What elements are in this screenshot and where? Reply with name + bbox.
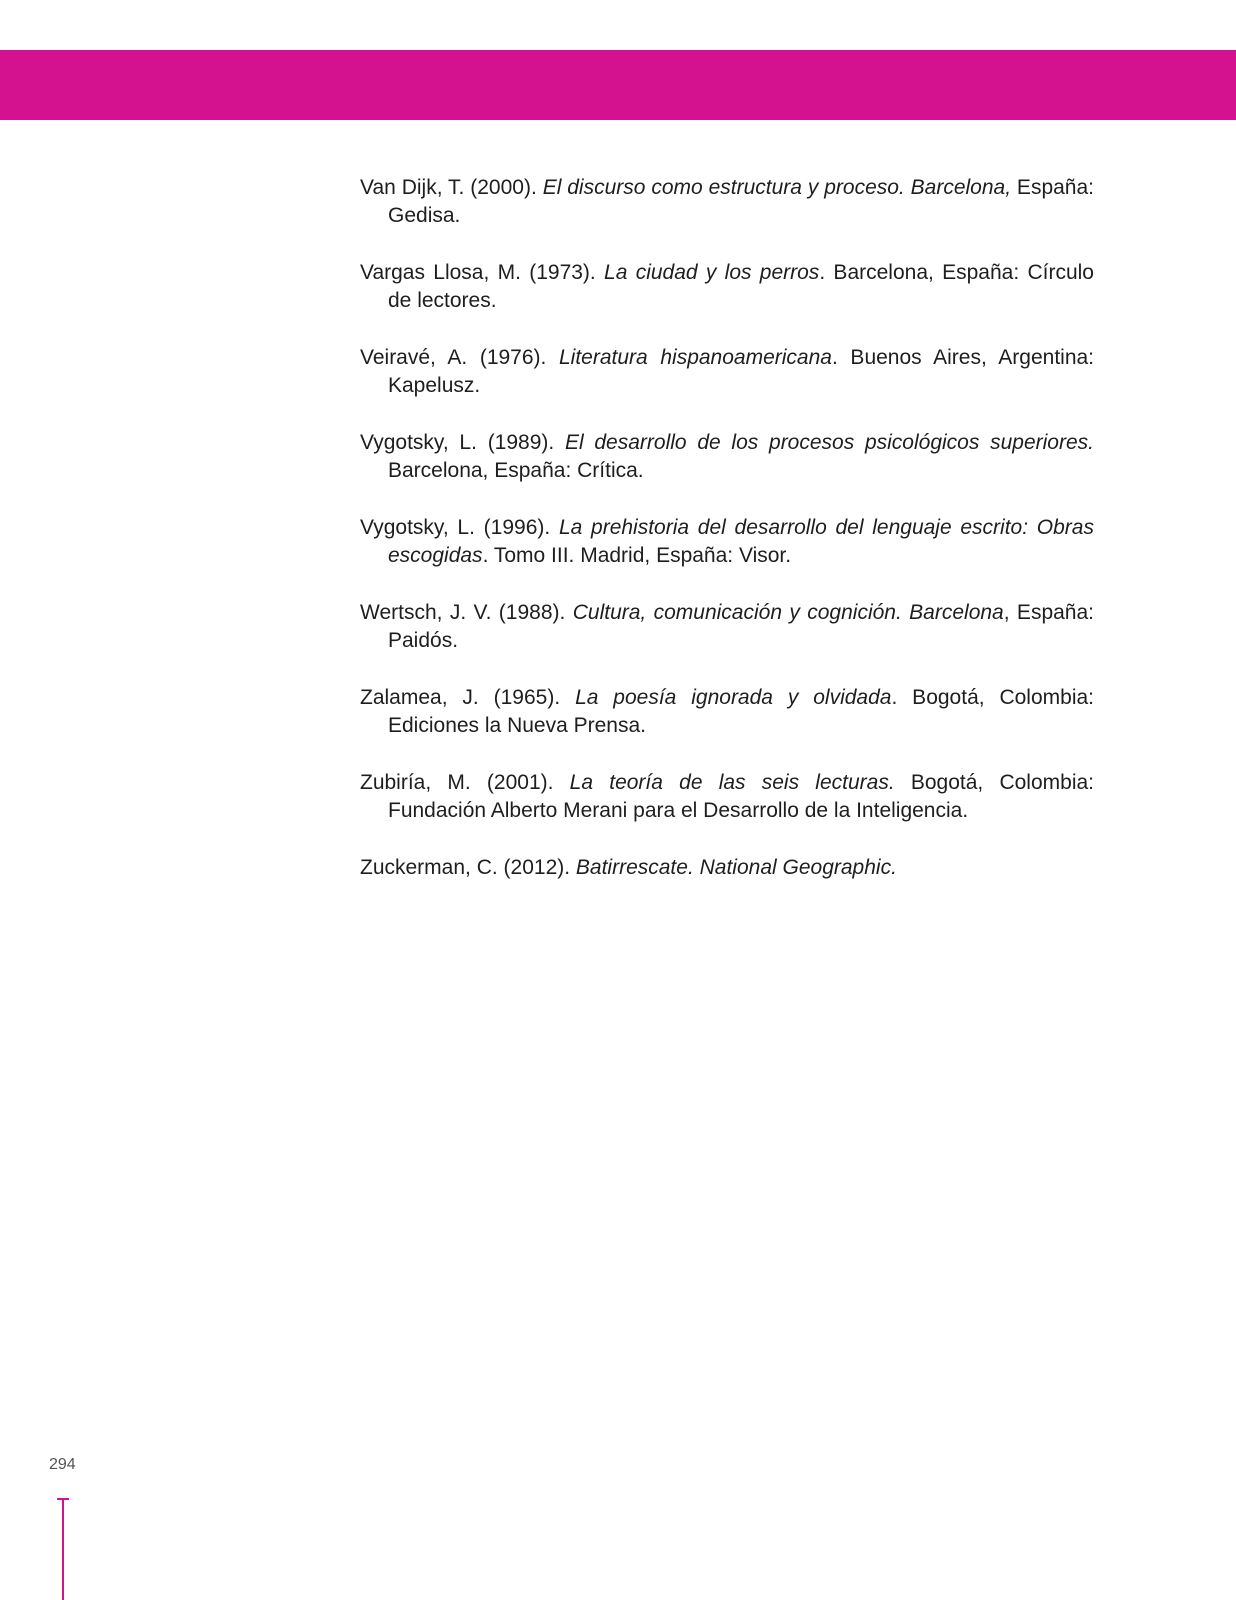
reference-list bbox=[360, 174, 1094, 882]
reference-publisher: . Tomo III. Madrid, España: Visor. bbox=[482, 544, 792, 567]
reference-entry bbox=[360, 429, 1094, 485]
reference-author-year: Veiravé, A. (1976). bbox=[360, 346, 559, 369]
reference-publisher: Bogotá, Colombia: Fundación Alberto Merani para el Desarrollo de la Inteligencia. bbox=[388, 771, 1094, 822]
reference-title: La poesía ignorada y olvidada bbox=[575, 686, 892, 709]
reference-title: El discurso como estructura y proceso. Barcelona, bbox=[542, 176, 1012, 199]
reference-author-year: Vygotsky, L. (1996). bbox=[360, 516, 559, 539]
reference-entry bbox=[360, 259, 1094, 315]
page-number: 294 bbox=[49, 1456, 76, 1473]
reference-publisher: . Bogotá, Colombia: Ediciones la Nueva Prensa. bbox=[388, 686, 1094, 737]
reference-author-year: Zalamea, J. (1965). bbox=[360, 686, 576, 709]
reference-author-year: Zubiría, M. (2001). bbox=[360, 771, 570, 794]
reference-entry bbox=[360, 174, 1094, 230]
reference-entry bbox=[360, 514, 1094, 570]
reference-title: El desarrollo de los procesos psicológicos superiores. bbox=[564, 431, 1094, 454]
reference-author-year: Vygotsky, L. (1989). bbox=[360, 431, 565, 454]
reference-entry bbox=[360, 684, 1094, 740]
reference-title: La ciudad y los perros bbox=[604, 261, 820, 284]
reference-publisher: . Barcelona, España: Círculo de lectores. bbox=[388, 261, 1094, 312]
reference-entry bbox=[360, 344, 1094, 400]
reference-author-year: Wertsch, J. V. (1988). bbox=[360, 601, 573, 624]
reference-publisher: , España: Paidós. bbox=[388, 601, 1094, 652]
reference-publisher: . Buenos Aires, Argentina: Kapelusz. bbox=[388, 346, 1095, 397]
reference-author-year: Zuckerman, C. (2012). bbox=[360, 856, 576, 879]
reference-publisher: España: Gedisa. bbox=[388, 176, 1094, 227]
reference-entry bbox=[360, 854, 1094, 882]
reference-publisher: Barcelona, España: Crítica. bbox=[388, 459, 644, 482]
reference-title: Cultura, comunicación y cognición. Barcelona bbox=[572, 601, 1004, 624]
reference-entry bbox=[360, 769, 1094, 825]
reference-title: Literatura hispanoamericana bbox=[559, 346, 832, 369]
reference-title: Batirrescate. National Geographic. bbox=[575, 856, 897, 879]
reference-title: La teoría de las seis lecturas. bbox=[569, 771, 895, 794]
header-band bbox=[0, 50, 1236, 120]
reference-entry bbox=[360, 599, 1094, 655]
reference-author-year: Van Dijk, T. (2000). bbox=[360, 176, 543, 199]
page-marker-stem bbox=[62, 1498, 64, 1600]
reference-author-year: Vargas Llosa, M. (1973). bbox=[360, 261, 605, 284]
page-marker bbox=[57, 1498, 69, 1600]
reference-title: La prehistoria del desarrollo del lenguaje escrito: Obras escogidas bbox=[388, 516, 1094, 567]
